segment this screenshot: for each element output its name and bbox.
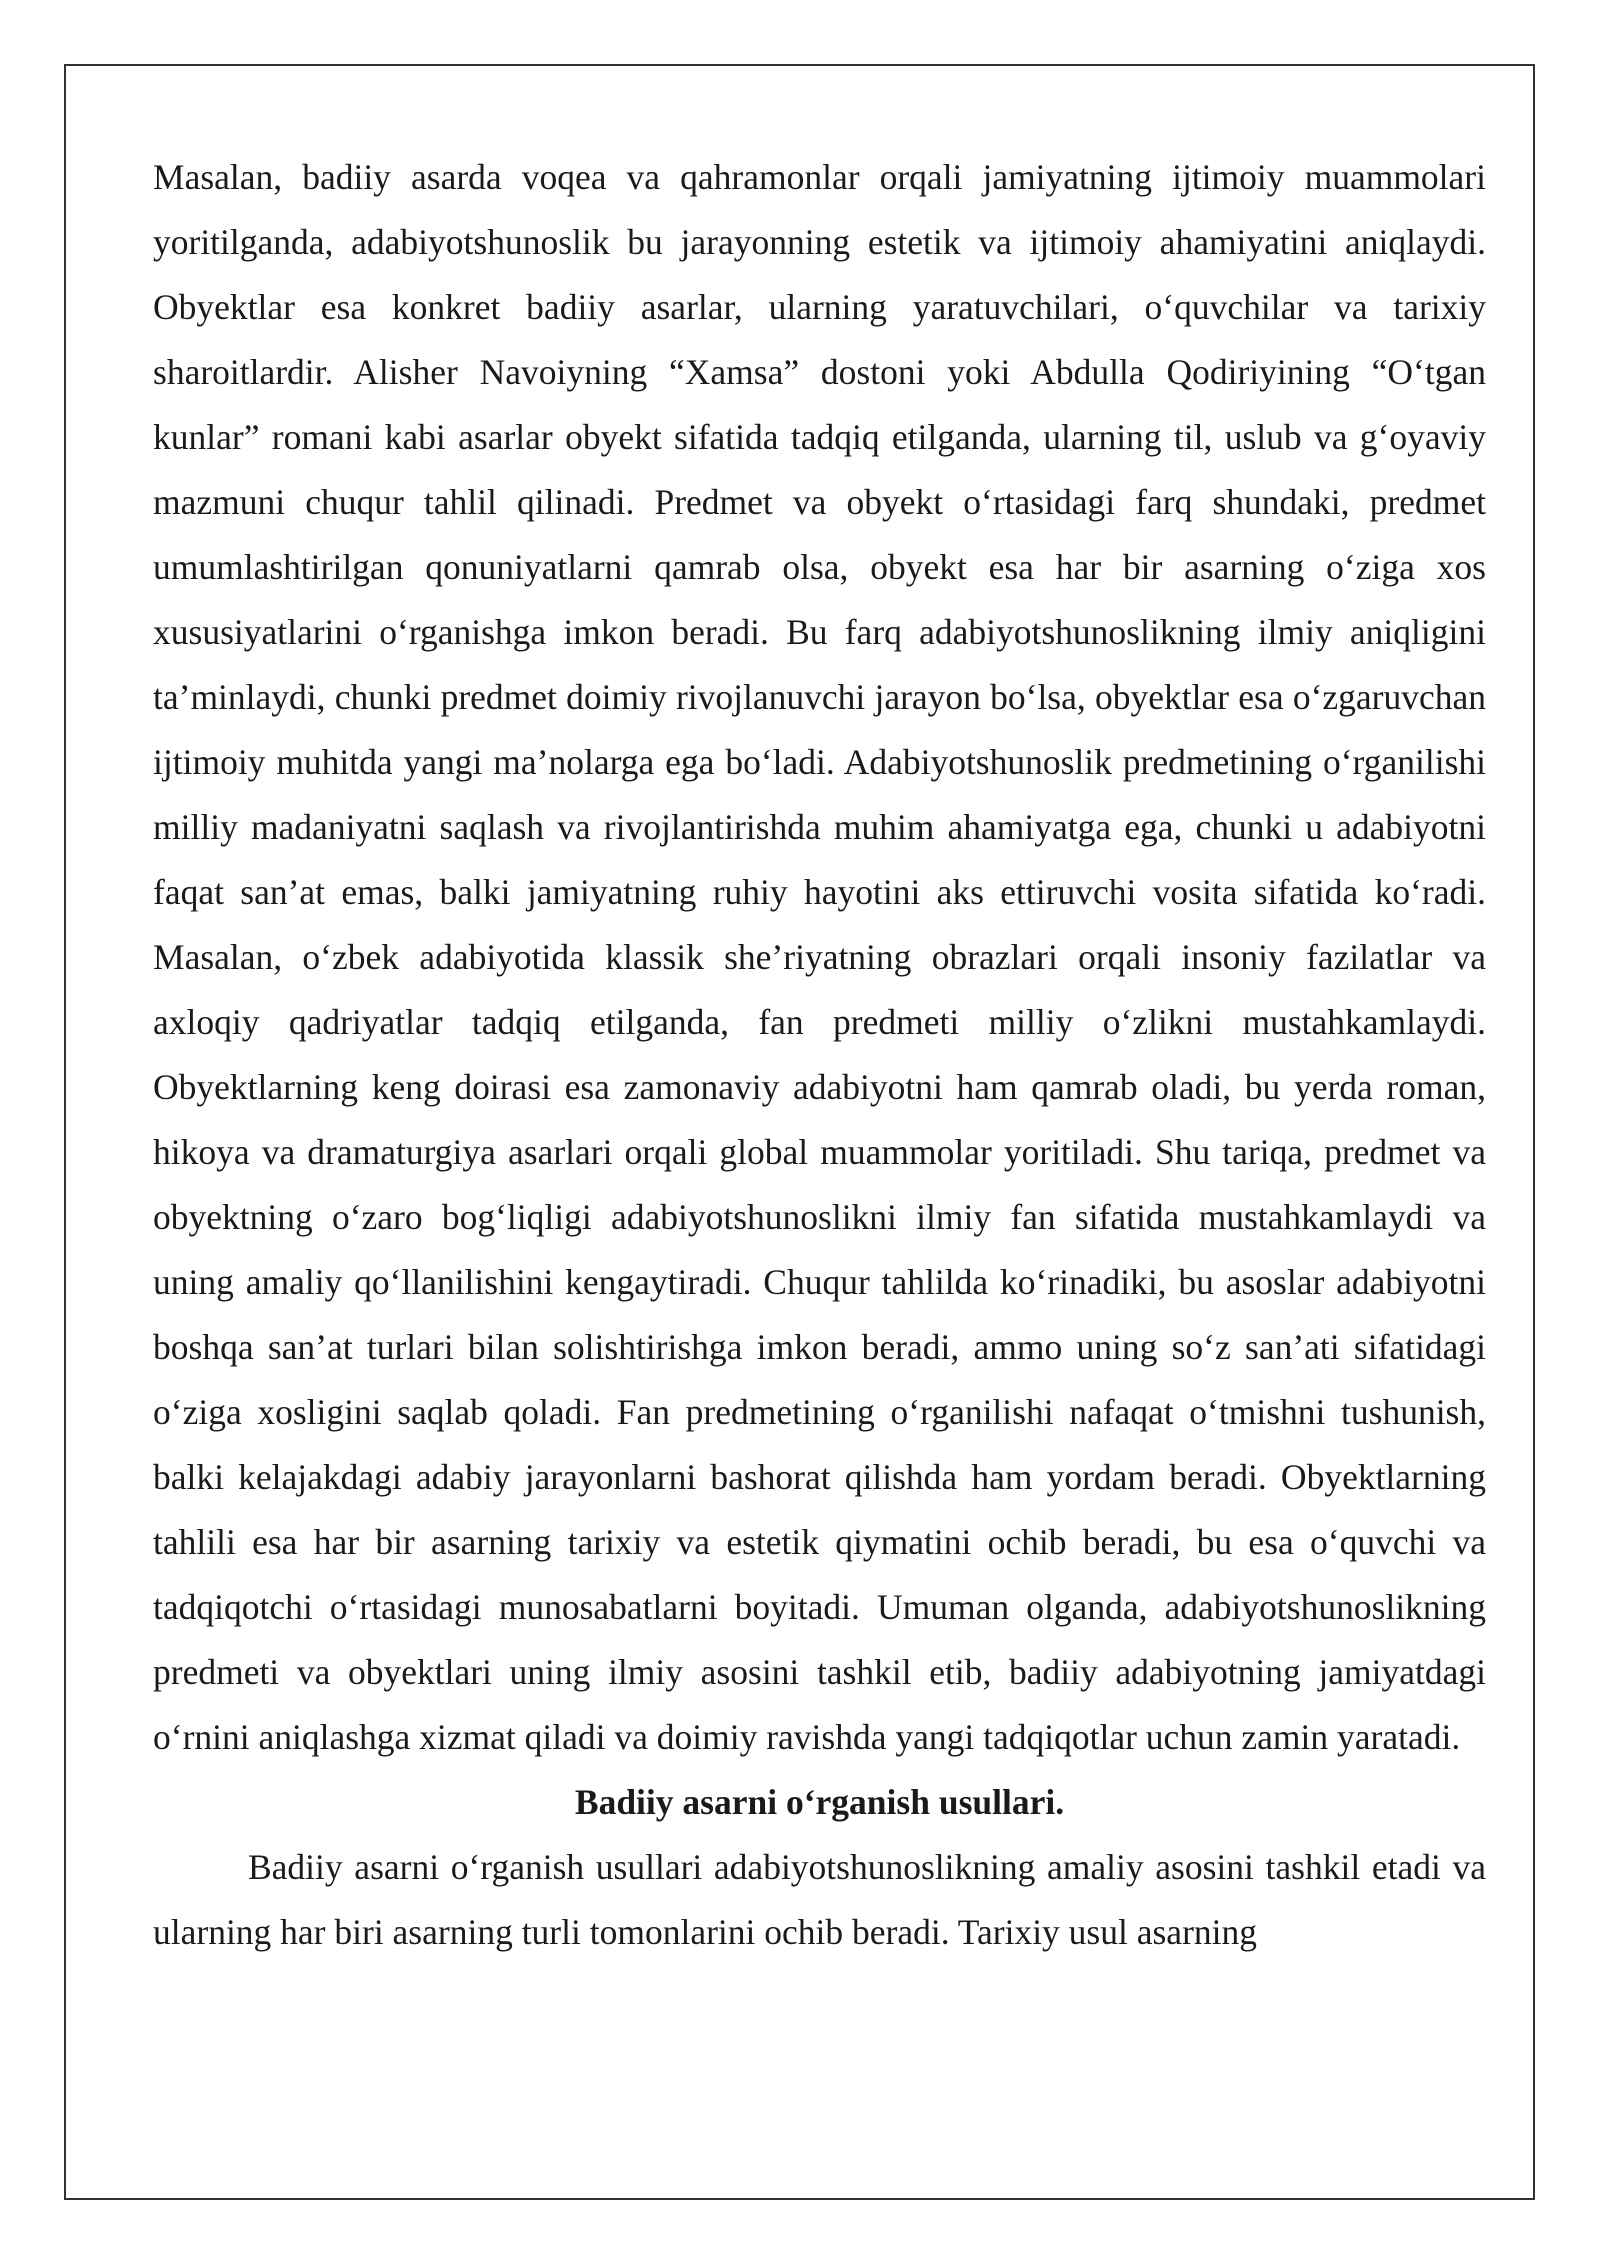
- body-paragraph: Masalan, badiiy asarda voqea va qahramonlar orqali jamiyatning ijtimoiy muammolari yoritilganda, adabiyotshunoslik bu jarayonning estetik va ijtimoiy ahamiyatini aniqlaydi. Obyektlar esa konkret badiiy asarlar, ularning yaratuvchilari, o‘quvchilar va tarixiy sharoitlardir. Alisher Navoiyning “Xamsa” dostoni yoki Abdulla Qodiriyining “O‘tgan kunlar” romani kabi asarlar obyekt sifatida tadqiq etilganda, ularning til, uslub va g‘oyaviy mazmuni chuqur tahlil qilinadi. Predmet va obyekt o‘rtasidagi farq shundaki, predmet umumlashtirilgan qonuniyatlarni qamrab olsa, obyekt esa har bir asarning o‘ziga xos xususiyatlarini o‘rganishga imkon beradi. Bu farq adabiyotshunoslikning ilmiy aniqligini ta’minlaydi, chunki predmet doimiy rivojlanuvchi jarayon bo‘lsa, obyektlar esa o‘zgaruvchan ijtimoiy muhitda yangi ma’nolarga ega bo‘ladi. Adabiyotshunoslik predmetining o‘rganilishi milliy madaniyatni saqlash va rivojlantirishda muhim ahamiyatga ega, chunki u adabiyotni faqat san’at emas, balki jamiyatning ruhiy hayotini aks ettiruvchi vosita sifatida ko‘radi. Masalan, o‘zbek adabiyotida klassik she’riyatning obrazlari orqali insoniy fazilatlar va axloqiy qadriyatlar tadqiq etilganda, fan predmeti milliy o‘zlikni mustahkamlaydi. Obyektlarning keng doirasi esa zamonaviy adabiyotni ham qamrab oladi, bu yerda roman, hikoya va dramaturgiya asarlari orqali global muammolar yoritiladi. Shu tariqa, predmet va obyektning o‘zaro bog‘liqligi adabiyotshunoslikni ilmiy fan sifatida mustahkamlaydi va uning amaliy qo‘llanilishini kengaytiradi. Chuqur tahlilda ko‘rinadiki, bu asoslar adabiyotni boshqa san’at turlari bilan solishtirishga imkon beradi, ammo uning so‘z san’ati sifatidagi o‘ziga xosligini saqlab qoladi. Fan predmetining o‘rganilishi nafaqat o‘tmishni tushunish, balki kelajakdagi adabiy jarayonlarni bashorat qilishda ham yordam beradi. Obyektlarning tahlili esa har bir asarning tarixiy va estetik qiymatini ochib beradi, bu esa o‘quvchi va tadqiqotchi o‘rtasidagi munosabatlarni boyitadi. Umuman olganda, adabiyotshunoslikning predmeti va obyektlari uning ilmiy asosini tashkil etib, badiiy adabiyotning jamiyatdagi o‘rnini aniqlashga xizmat qiladi va doimiy ravishda yangi tadqiqotlar uchun zamin yaratadi.: [153, 157, 1486, 1757]
- section-heading: Badiiy asarni o‘rganish usullari.: [574, 1782, 1065, 1822]
- document-body: [153, 145, 1486, 1965]
- body-paragraph: Badiiy asarni o‘rganish usullari adabiyotshunoslikning amaliy asosini tashkil etadi va ularning har biri asarning turli tomonlarini ochib beradi. Tarixiy usul asarning: [153, 1847, 1486, 1952]
